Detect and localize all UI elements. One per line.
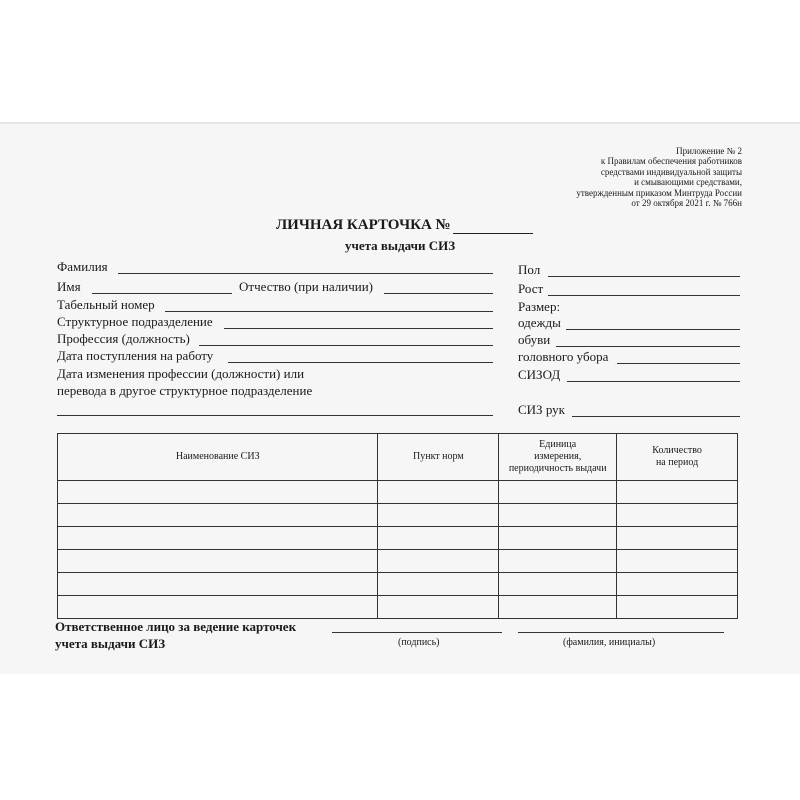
header-ppe-name: Наименование СИЗ [58, 434, 378, 481]
table-cell[interactable] [499, 504, 617, 527]
height-label: Рост [518, 281, 544, 296]
height-field[interactable] [548, 295, 740, 296]
table-cell[interactable] [617, 481, 738, 504]
card-title-text: ЛИЧНАЯ КАРТОЧКА № [276, 217, 451, 233]
table-cell[interactable] [617, 550, 738, 573]
headwear-size-label: головного убора [518, 349, 609, 364]
ppe-table [57, 433, 738, 619]
shoes-size-field[interactable] [556, 346, 740, 347]
appendix-line: Приложение № 2 [676, 146, 742, 156]
sex-label: Пол [518, 262, 541, 277]
header-quantity: Количество на период [617, 434, 738, 481]
patronymic-label: Отчество (при наличии) [239, 279, 374, 294]
table-cell[interactable] [378, 504, 499, 527]
table-cell[interactable] [378, 596, 499, 619]
table-row [58, 596, 738, 619]
table-row [58, 504, 738, 527]
responsible-person-label-2: учета выдачи СИЗ [55, 636, 166, 651]
table-cell[interactable] [617, 504, 738, 527]
size-label: Размер: [518, 299, 561, 314]
card-subtitle: учета выдачи СИЗ [345, 238, 456, 253]
change-date-field[interactable] [57, 415, 493, 416]
appendix-line: средствами индивидуальной защиты [600, 166, 742, 177]
header-norm-item: Пункт норм [378, 434, 499, 481]
table-header-row [58, 434, 738, 481]
signature-caption: (подпись) [398, 637, 440, 648]
table-row [58, 527, 738, 550]
department-field[interactable] [224, 328, 493, 329]
table-cell[interactable] [378, 550, 499, 573]
appendix-line: от 29 октября 2021 г. № 766н [631, 198, 742, 209]
appendix-line: к Правилам обеспечения работников [600, 156, 742, 167]
table-cell[interactable] [58, 596, 378, 619]
clothes-size-field[interactable] [566, 329, 740, 330]
table-cell[interactable] [499, 481, 617, 504]
name-field[interactable] [92, 293, 232, 294]
table-row [58, 481, 738, 504]
surname-label: Фамилия [57, 259, 108, 274]
table-cell[interactable] [499, 573, 617, 596]
gloves-label: СИЗ рук [518, 402, 565, 417]
initials-field[interactable] [518, 632, 724, 633]
card-number-field[interactable] [453, 219, 533, 234]
table-row [58, 550, 738, 573]
table-row [58, 573, 738, 596]
sizod-label: СИЗОД [518, 367, 561, 382]
personnel-number-label: Табельный номер [57, 297, 155, 312]
sheet-edge [0, 122, 800, 124]
table-cell[interactable] [58, 504, 378, 527]
appendix-line: и смывающими средствами, [634, 177, 742, 188]
responsible-person-label: Ответственное лицо за ведение карточек [55, 619, 297, 634]
table-cell[interactable] [499, 527, 617, 550]
table-cell[interactable] [58, 527, 378, 550]
appendix-line: утвержденным приказом Минтруда России [576, 187, 742, 198]
table-cell[interactable] [378, 481, 499, 504]
personnel-number-field[interactable] [165, 311, 493, 312]
table-cell[interactable] [378, 573, 499, 596]
header-unit-period: Единица измерения, периодичность выдачи [499, 434, 617, 481]
sizod-field[interactable] [567, 381, 740, 382]
change-date-label: Дата изменения профессии (должности) или [57, 366, 305, 381]
hire-date-field[interactable] [228, 362, 493, 363]
table-cell[interactable] [378, 527, 499, 550]
surname-field[interactable] [118, 273, 493, 274]
headwear-size-field[interactable] [617, 363, 740, 364]
table-cell[interactable] [617, 596, 738, 619]
name-label: Имя [57, 279, 81, 294]
sex-field[interactable] [548, 276, 740, 277]
table-cell[interactable] [58, 481, 378, 504]
card-title [276, 217, 533, 234]
patronymic-field[interactable] [384, 293, 493, 294]
shoes-size-label: обуви [518, 332, 551, 347]
table-cell[interactable] [58, 550, 378, 573]
table-cell[interactable] [58, 573, 378, 596]
table-cell[interactable] [617, 527, 738, 550]
table-cell[interactable] [499, 550, 617, 573]
table-cell[interactable] [617, 573, 738, 596]
clothes-size-label: одежды [518, 315, 561, 330]
hire-date-label: Дата поступления на работу [57, 348, 214, 363]
signature-field[interactable] [332, 632, 502, 633]
initials-caption: (фамилия, инициалы) [563, 637, 656, 648]
change-date-label-2: перевода в другое структурное подразделение [57, 383, 313, 398]
appendix-note [512, 146, 742, 208]
profession-label: Профессия (должность) [57, 331, 190, 346]
gloves-field[interactable] [572, 416, 740, 417]
department-label: Структурное подразделение [57, 314, 213, 329]
profession-field[interactable] [199, 345, 493, 346]
table-cell[interactable] [499, 596, 617, 619]
